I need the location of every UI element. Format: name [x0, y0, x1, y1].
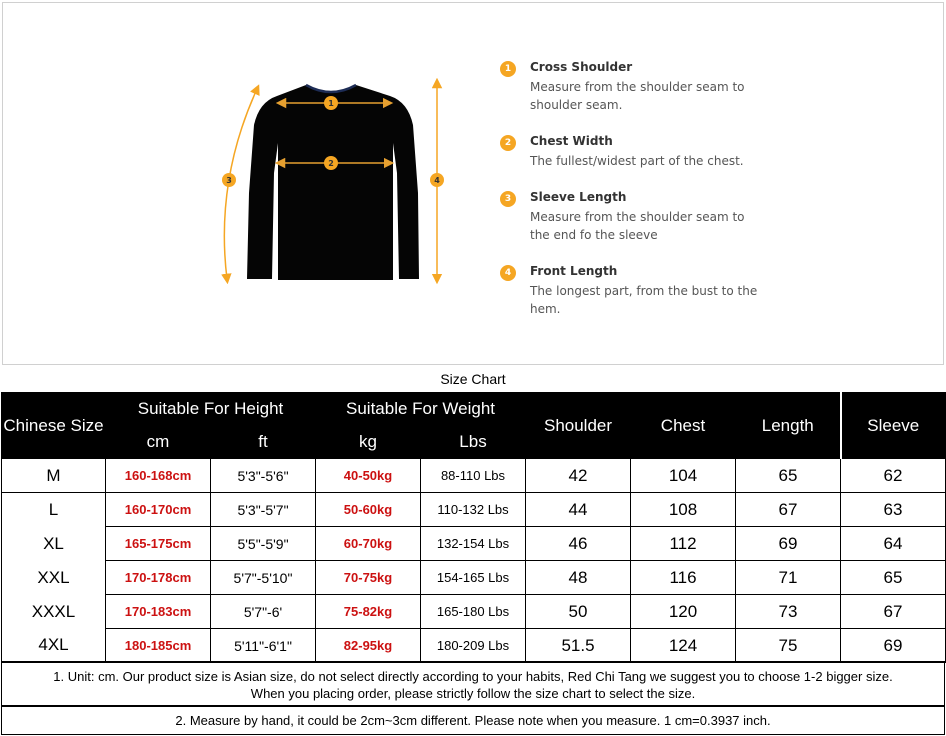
height-cm-cell: 160-168cm	[106, 459, 211, 493]
weight-kg-cell: 82-95kg	[316, 629, 421, 663]
weight-lbs-cell: 165-180 Lbs	[421, 595, 526, 629]
shoulder-cell: 50	[526, 595, 631, 629]
header-chest: Chest	[631, 393, 736, 459]
legend-title: Sleeve Length	[530, 190, 627, 204]
header-cm: cm	[106, 426, 211, 459]
shoulder-cell: 44	[526, 493, 631, 527]
length-cell: 71	[736, 561, 841, 595]
height-cm-cell: 180-185cm	[106, 629, 211, 663]
size-cell: L	[2, 493, 106, 527]
shoulder-cell: 51.5	[526, 629, 631, 663]
weight-lbs-cell: 132-154 Lbs	[421, 527, 526, 561]
note-measure-tolerance: 2. Measure by hand, it could be 2cm~3cm different. Please note when you measure. 1 cm=0.3937 inch.	[1, 706, 945, 735]
note1-line2: When you placing order, please strictly follow the size chart to select the size.	[250, 686, 696, 701]
chest-cell: 104	[631, 459, 736, 493]
height-ft-cell: 5'3"-5'6"	[211, 459, 316, 493]
height-ft-cell: 5'11"-6'1"	[211, 629, 316, 663]
header-sleeve: Sleeve	[841, 393, 946, 459]
chest-cell: 116	[631, 561, 736, 595]
sleeve-cell: 65	[841, 561, 946, 595]
size-chart-table	[1, 392, 946, 663]
length-cell: 65	[736, 459, 841, 493]
weight-kg-cell: 50-60kg	[316, 493, 421, 527]
table-row	[2, 459, 946, 493]
height-cm-cell: 170-183cm	[106, 595, 211, 629]
note-size-advice	[1, 661, 945, 706]
height-cm-cell: 170-178cm	[106, 561, 211, 595]
legend-desc: The fullest/widest part of the chest.	[530, 154, 744, 168]
size-cell: XL	[2, 527, 106, 561]
size-cell: 4XL	[2, 629, 106, 663]
shoulder-cell: 42	[526, 459, 631, 493]
header-length: Length	[736, 393, 841, 459]
legend-badge-1-icon: 1	[500, 61, 516, 77]
header-shoulder: Shoulder	[526, 393, 631, 459]
header-chinese-size: Chinese Size	[2, 393, 106, 459]
legend-desc: Measure from the shoulder seam to shoulder seam.	[530, 80, 745, 112]
header-ft: ft	[211, 426, 316, 459]
legend-desc: The longest part, from the bust to the hem.	[530, 284, 758, 316]
height-cm-cell: 160-170cm	[106, 493, 211, 527]
weight-kg-cell: 60-70kg	[316, 527, 421, 561]
size-chart-caption: Size Chart	[440, 371, 506, 387]
chest-cell: 112	[631, 527, 736, 561]
weight-lbs-cell: 88-110 Lbs	[421, 459, 526, 493]
sleeve-cell: 64	[841, 527, 946, 561]
header-weight: Suitable For Weight	[316, 393, 526, 426]
table-row	[2, 595, 946, 629]
sleeve-cell: 69	[841, 629, 946, 663]
weight-lbs-cell: 180-209 Lbs	[421, 629, 526, 663]
legend-badge-4-icon: 4	[500, 265, 516, 281]
height-ft-cell: 5'3"-5'7"	[211, 493, 316, 527]
legend-title: Front Length	[530, 264, 618, 278]
weight-kg-cell: 40-50kg	[316, 459, 421, 493]
sleeve-cell: 63	[841, 493, 946, 527]
height-ft-cell: 5'7"-5'10"	[211, 561, 316, 595]
length-cell: 75	[736, 629, 841, 663]
legend-badge-2-icon: 2	[500, 135, 516, 151]
header-lbs: Lbs	[421, 426, 526, 459]
size-cell: M	[2, 459, 106, 493]
badge-4-label: 4	[434, 176, 440, 185]
table-row	[2, 561, 946, 595]
height-ft-cell: 5'7"-6'	[211, 595, 316, 629]
weight-lbs-cell: 110-132 Lbs	[421, 493, 526, 527]
badge-2-label: 2	[328, 159, 334, 168]
badge-1-label: 1	[328, 99, 334, 108]
size-cell: XXL	[2, 561, 106, 595]
legend-desc: Measure from the shoulder seam to the end fo the sleeve	[530, 210, 745, 242]
table-row	[2, 629, 946, 663]
table-row	[2, 493, 946, 527]
length-cell: 69	[736, 527, 841, 561]
header-height: Suitable For Height	[106, 393, 316, 426]
shoulder-cell: 48	[526, 561, 631, 595]
legend-title: Cross Shoulder	[530, 60, 633, 74]
weight-kg-cell: 70-75kg	[316, 561, 421, 595]
tshirt-illustration	[3, 3, 945, 366]
chest-cell: 124	[631, 629, 736, 663]
length-cell: 73	[736, 595, 841, 629]
shoulder-cell: 46	[526, 527, 631, 561]
header-kg: kg	[316, 426, 421, 459]
table-row	[2, 527, 946, 561]
sleeve-cell: 67	[841, 595, 946, 629]
chest-cell: 120	[631, 595, 736, 629]
length-cell: 67	[736, 493, 841, 527]
weight-lbs-cell: 154-165 Lbs	[421, 561, 526, 595]
measurement-guide-panel	[2, 2, 944, 365]
height-cm-cell: 165-175cm	[106, 527, 211, 561]
note1-line1: 1. Unit: cm. Our product size is Asian size, do not select directly according to your habits, Red Chi Tang we suggest you to choose 1-2 bigger size.	[53, 669, 893, 684]
chest-cell: 108	[631, 493, 736, 527]
height-ft-cell: 5'5"-5'9"	[211, 527, 316, 561]
shirt-body-shape	[247, 85, 419, 280]
sleeve-cell: 62	[841, 459, 946, 493]
legend-badge-3-icon: 3	[500, 191, 516, 207]
size-cell: XXXL	[2, 595, 106, 629]
legend-title: Chest Width	[530, 134, 613, 148]
weight-kg-cell: 75-82kg	[316, 595, 421, 629]
badge-3-label: 3	[226, 176, 232, 185]
